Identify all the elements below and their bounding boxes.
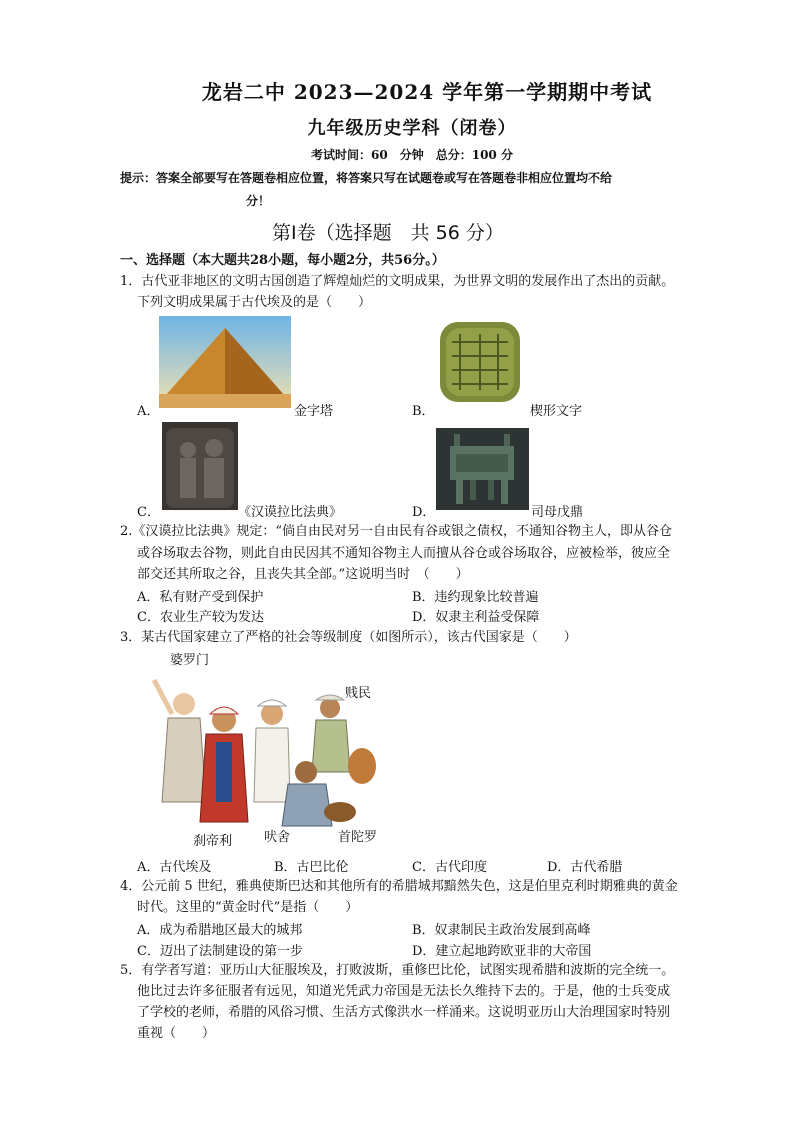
q2-line1: 2.《汉谟拉比法典》规定：“倘自由民对另一自由民有谷或银之债权，不通知谷物主人，即从谷仓 (120, 524, 673, 539)
q3-option-c: C．古代印度 (412, 860, 487, 875)
q4-option-b: B．奴隶制民主政治发展到高峰 (412, 923, 591, 938)
q1-line2: 下列文明成果属于古代埃及的是（ ） (137, 295, 372, 310)
q1-option-a-text: 金字塔 (294, 404, 334, 419)
q5-line2: 他比过去许多征服者有远见，知道光凭武力帝国是无法长久维持下去的。于是，他的士兵变成 (137, 984, 671, 999)
q1-line1: 1．古代亚非地区的文明古国创造了辉煌灿烂的文明成果，为世界文明的发展作出了杰出的贡献。 (120, 274, 675, 289)
q4-line2: 时代。这里的“黄金时代”是指（ ） (137, 900, 359, 915)
caste-system-illustration (140, 662, 380, 832)
q4-option-d: D．建立起地跨欧亚非的大帝国 (412, 944, 592, 959)
pyramid-image (159, 316, 291, 408)
q4-option-c: C．迈出了法制建设的第一步 (137, 944, 303, 959)
label-shudra: 首陀罗 (338, 830, 378, 845)
q1-option-a-letter: A． (137, 404, 160, 419)
hammurabi-stele-image (162, 422, 238, 510)
q1-option-b-letter: B． (412, 404, 435, 419)
part-title: 一、选择题（本大题共28小题，每小题2分，共56分。） (120, 253, 445, 268)
q2-line3: 部交还其所取之谷，且丧失其全部。”这说明当时 （ ） (137, 567, 469, 582)
q3-option-a: A．古代埃及 (137, 860, 212, 875)
simuwu-ding-image (436, 428, 529, 510)
q3-line1: 3．某古代国家建立了严格的社会等级制度（如图所示），该古代国家是（ ） (120, 630, 577, 645)
q2-line2: 或谷场取去谷物，则此自由民因其不通知谷物主人而擅从谷仓或谷场取谷，应被检举，彼应全 (137, 546, 671, 561)
q2-option-d: D．奴隶主利益受保障 (412, 610, 540, 625)
q1-option-d-text: 司母戊鼎 (531, 505, 584, 520)
cuneiform-tablet-image (436, 318, 524, 406)
q2-option-b: B．违约现象比较普遍 (412, 590, 539, 605)
q2-option-a: A．私有财产受到保护 (137, 590, 264, 605)
q5-line3: 了学校的老师，希腊的风俗习惯、生活方式像洪水一样涌来。这说明亚历山大治理国家时特别 (137, 1005, 671, 1020)
exam-title: 龙岩二中 2023—2024 学年第一学期期中考试 (201, 80, 653, 104)
label-dalit: 贱民 (345, 686, 372, 701)
q1-option-d-letter: D． (412, 505, 436, 520)
section-heading: 第Ⅰ卷（选择题 共 56 分） (272, 222, 504, 244)
label-vaishya: 吠舍 (264, 830, 291, 845)
q3-option-b: B．古巴比伦 (274, 860, 349, 875)
q1-option-b-text: 楔形文字 (530, 404, 583, 419)
exam-subtitle: 九年级历史学科（闭卷） (307, 118, 517, 139)
q5-line1: 5．有学者写道：亚历山大征服埃及，打败波斯，重修巴比伦，试图实现希腊和波斯的完全统一。 (120, 963, 675, 978)
notice-line2: 分！ (246, 194, 271, 208)
label-brahmin: 婆罗门 (170, 653, 210, 668)
exam-info: 考试时间：60 分钟 总分：100 分 (311, 148, 513, 162)
q4-line1: 4．公元前 5 世纪，雅典使斯巴达和其他所有的希腊城邦黯然失色，这是伯里克利时期雅典的黄金 (120, 879, 678, 894)
notice-line1: 提示：答案全部要写在答题卷相应位置，将答案只写在试题卷或写在答题卷非相应位置均不给 (120, 171, 613, 185)
q4-option-a: A．成为希腊地区最大的城邦 (137, 923, 303, 938)
q5-line4: 重视（ ） (137, 1026, 216, 1041)
q1-option-c-letter: C． (137, 505, 160, 520)
q2-option-c: C．农业生产较为发达 (137, 610, 264, 625)
q1-option-c-text: 《汉谟拉比法典》 (238, 505, 343, 520)
q3-option-d: D．古代希腊 (547, 860, 623, 875)
label-kshatriya: 刹帝利 (193, 834, 233, 849)
